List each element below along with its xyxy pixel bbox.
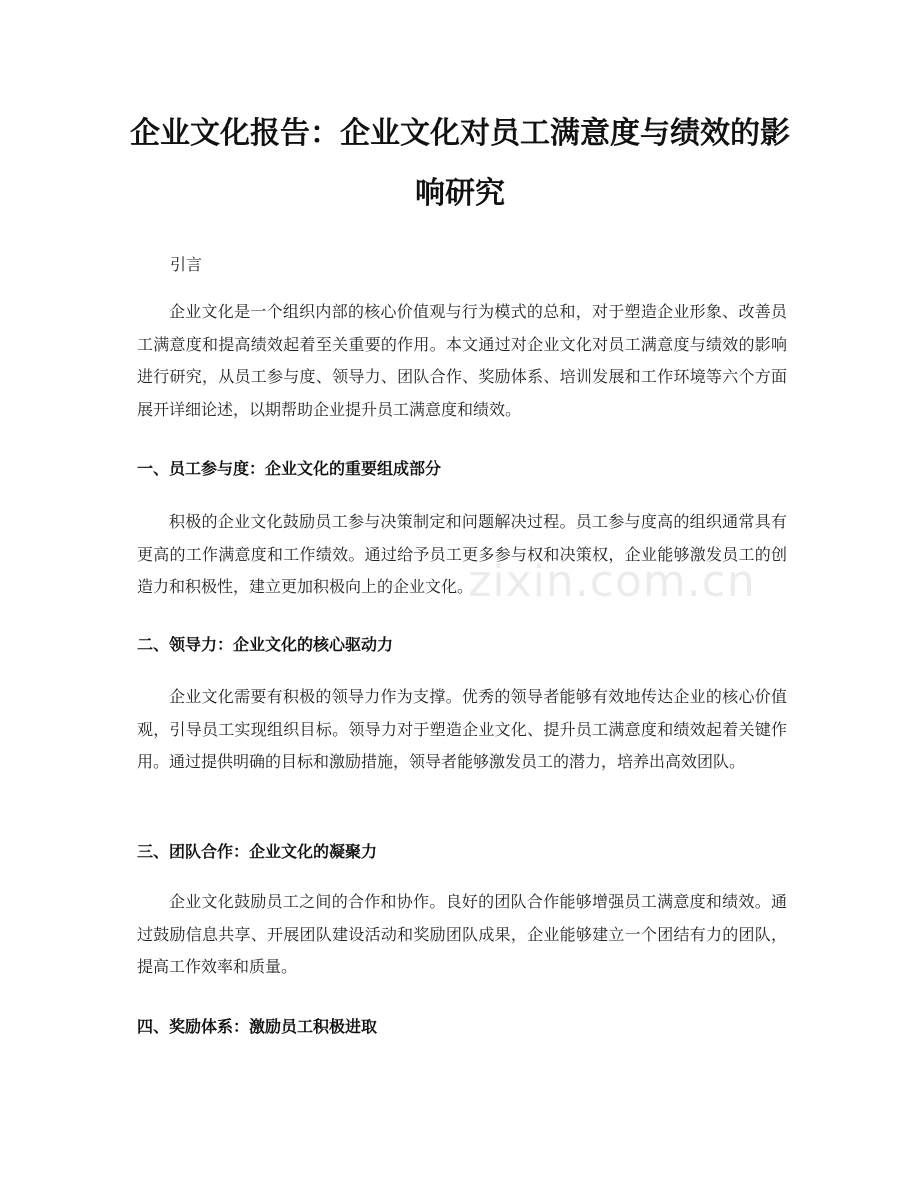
intro-label: 引言 xyxy=(170,255,203,274)
section-paragraph-3: 企业文化鼓励员工之间的合作和协作。良好的团队合作能够增强员工满意度和绩效。通过鼓励信息共享、开展团队建设活动和奖励团队成果，企业能够建立一个团结有力的团队，提高工作效率和质量。 xyxy=(137,892,787,976)
section-paragraph-2: 企业文化需要有积极的领导力作为支撑。优秀的领导者能够有效地传达企业的核心价值观，引导员工实现组织目标。领导力对于塑造企业文化、提升员工满意度和绩效起着关键作用。通过提供明确的目标和激励措施，领导者能够激发员工的潜力，培养出高效团队。 xyxy=(137,687,787,771)
section-heading-4: 四、奖励体系：激励员工积极进取 xyxy=(137,1017,378,1036)
section-heading-3: 三、团队合作：企业文化的凝聚力 xyxy=(137,842,378,861)
section-heading-1: 一、员工参与度：企业文化的重要组成部分 xyxy=(137,459,442,478)
watermark: zixin.com.cn xyxy=(468,556,756,607)
section-paragraph-1: 积极的企业文化鼓励员工参与决策制定和问题解决过程。员工参与度高的组织通常具有更高的工作满意度和工作绩效。通过给予员工更多参与权和决策权，企业能够激发员工的创造力和积极性，建立更加积极向上的企业文化。 xyxy=(137,512,787,596)
intro-paragraph: 企业文化是一个组织内部的核心价值观与行为模式的总和，对于塑造企业形象、改善员工满意度和提高绩效起着至关重要的作用。本文通过对企业文化对员工满意度与绩效的影响进行研究，从员工参与度、领导力、团队合作、奖励体系、培训发展和工作环境等六个方面展开详细论述，以期帮助企业提升员工满意度和绩效。 xyxy=(137,302,787,419)
document-title: 企业文化报告：企业文化对员工满意度与绩效的影响研究 xyxy=(130,116,790,211)
section-heading-2: 二、领导力：企业文化的核心驱动力 xyxy=(137,635,394,654)
